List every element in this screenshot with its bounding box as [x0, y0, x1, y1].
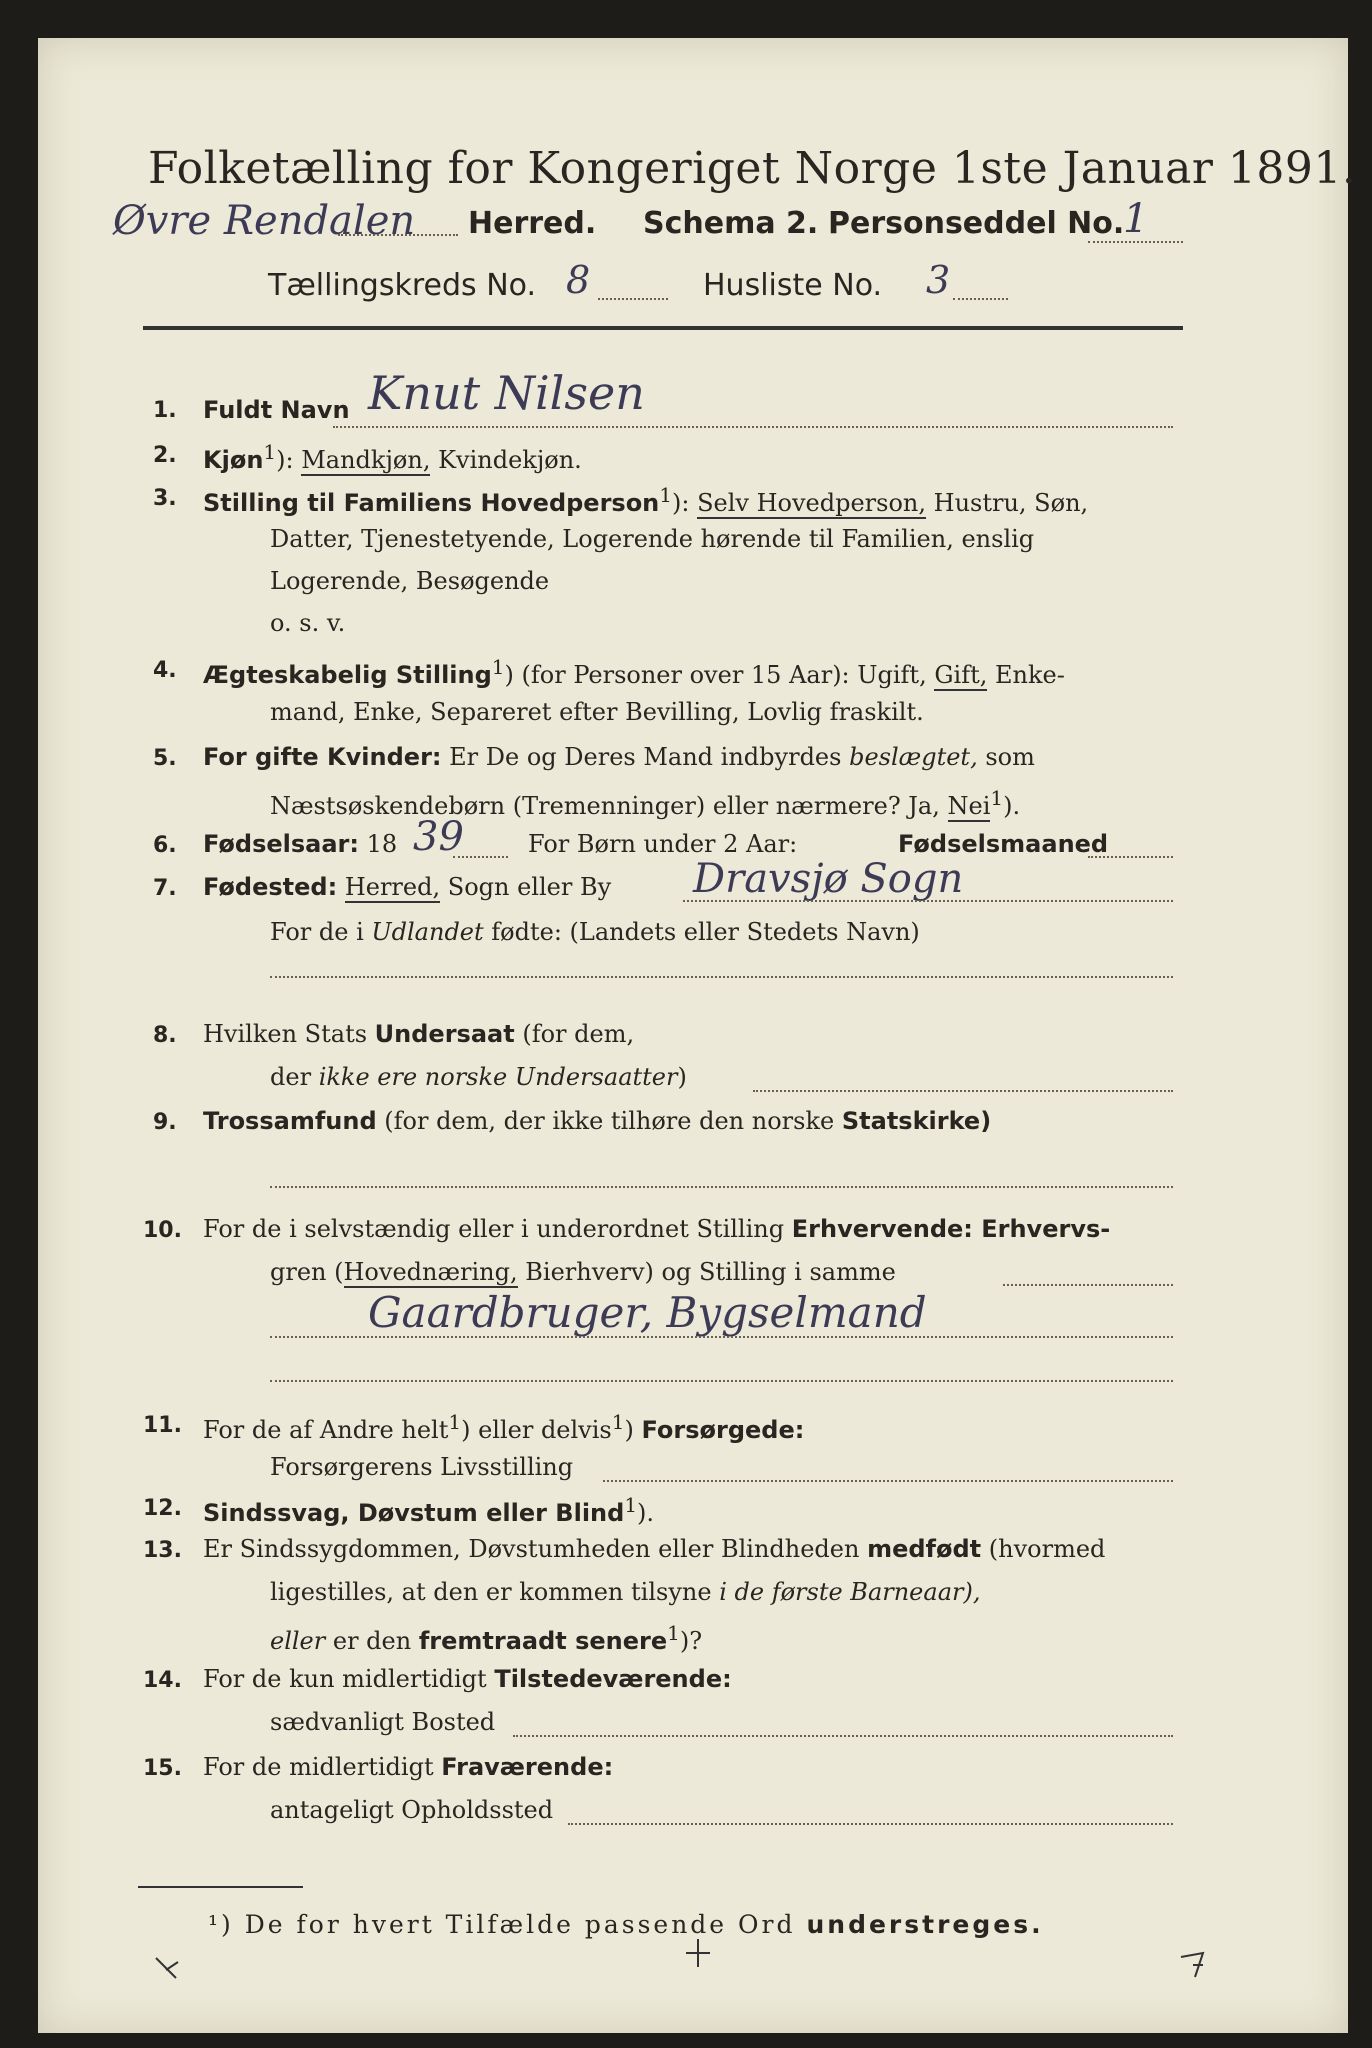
- q15-line2: antageligt Opholdssted: [270, 1796, 554, 1824]
- q6-dotline-year: [453, 856, 508, 858]
- q10-selected: Hovednæring,: [343, 1258, 518, 1286]
- q5-label: For gifte Kvinder:: [203, 743, 442, 771]
- herred-dotline: [338, 234, 458, 236]
- q10-dotline2: [270, 1336, 1173, 1338]
- q14-number: 14.: [143, 1668, 182, 1693]
- q3-selected: Selv Hovedperson,: [697, 489, 926, 517]
- q7-selected: Herred,: [344, 873, 441, 901]
- q4-number: 4.: [153, 658, 177, 683]
- q9-label: Trossamfund: [203, 1107, 377, 1135]
- schema-label: Schema 2.: [643, 206, 819, 241]
- q7-number: 7.: [153, 876, 177, 901]
- q10-handwritten-occupation: Gaardbruger, Bygselmand: [368, 1288, 927, 1337]
- q15-number: 15.: [143, 1756, 182, 1781]
- personseddel-label: Personseddel No.: [828, 206, 1125, 241]
- q1-number: 1.: [153, 398, 177, 423]
- q11-line1: For de af Andre helt$^1$) eller delvis$^1$) Forsørgede:: [203, 1410, 805, 1444]
- registration-mark-center: [678, 1933, 718, 1973]
- q12-line: Sindssvag, Døvstum eller Blind$^1$).: [203, 1493, 655, 1527]
- q6-text: For Børn under 2 Aar:: [528, 830, 798, 858]
- q8-line2: der ikke ere norske Undersaatter): [270, 1063, 687, 1091]
- q7-dotline: [683, 900, 1173, 902]
- personseddel-handwritten: 1: [1123, 196, 1149, 242]
- q7-label: Fødested:: [203, 873, 338, 901]
- q3-number: 3.: [153, 486, 177, 511]
- q5-number: 5.: [153, 746, 177, 771]
- q2-sup: 1: [263, 440, 277, 464]
- q15-line1: For de midlertidigt Fraværende:: [203, 1753, 614, 1781]
- header-rule: [143, 326, 1183, 330]
- husliste-dotline: [953, 298, 1008, 300]
- q6-label: Fødselsaar:: [203, 830, 359, 858]
- q10-dotline3: [270, 1380, 1173, 1382]
- q11-number: 11.: [143, 1413, 182, 1438]
- q9-line1: Trossamfund (for dem, der ikke tilhøre den norske Statskirke): [203, 1107, 992, 1135]
- krets-handwritten: 8: [566, 258, 591, 302]
- census-form-page: [38, 38, 1357, 2033]
- q6-handwritten-year: 39: [413, 814, 464, 860]
- q3-line2: Datter, Tjenestetyende, Logerende hørende til Familien, enslig: [270, 525, 1035, 553]
- krets-label: Tællingskreds No.: [268, 268, 536, 303]
- herred-label: Herred.: [468, 206, 597, 241]
- q4-label: Ægteskabelig Stilling: [203, 661, 492, 689]
- q8-line1: Hvilken Stats Undersaat (for dem,: [203, 1020, 635, 1048]
- q9-number: 9.: [153, 1110, 177, 1135]
- q7-line1: Fødested: Herred, Sogn eller By: [203, 873, 612, 901]
- husliste-handwritten: 3: [926, 258, 951, 302]
- q4-selected: Gift,: [934, 661, 988, 689]
- q6-dotline-month: [1088, 856, 1173, 858]
- q3-line1: Stilling til Familiens Hovedperson$^1$): Selv Hovedperson, Hustru, Søn,: [203, 483, 1089, 517]
- q2-kvindekjon: Kvindekjøn.: [438, 446, 582, 474]
- form-title: Folketælling for Kongeriget Norge 1ste Januar 1891.: [148, 143, 1357, 194]
- herred-handwritten: Øvre Rendalen: [113, 198, 416, 244]
- q13-line2: ligestilles, at den er kommen tilsyne i de første Barneaar),: [270, 1578, 981, 1606]
- q14-line1: For de kun midlertidigt Tilstedeværende:: [203, 1665, 732, 1693]
- q3-rest: Hustru, Søn,: [933, 489, 1089, 517]
- q1-handwritten-name: Knut Nilsen: [368, 366, 645, 420]
- q3-line4: o. s. v.: [270, 609, 346, 637]
- personseddel-dotline: [1088, 241, 1183, 243]
- q4-line2: mand, Enke, Separeret efter Bevilling, Lovlig fraskilt.: [270, 698, 924, 726]
- q14-line2: sædvanligt Bosted: [270, 1708, 496, 1736]
- q5-selected: Nei: [947, 792, 991, 820]
- q11-dotline: [603, 1480, 1173, 1482]
- q14-dotline: [513, 1735, 1173, 1737]
- q2-selected-mandkjon: Mandkjøn,: [301, 446, 431, 474]
- registration-mark-left: [148, 1948, 188, 1988]
- q5-line2: Næstsøskendebørn (Tremenninger) eller nærmere? Ja, Nei$^1$).: [270, 786, 1021, 820]
- q1-label: Fuldt Navn: [203, 396, 350, 424]
- q10-line1: For de i selvstændig eller i underordnet Stilling Erhvervende: Erhvervs-: [203, 1215, 1111, 1243]
- q2-number: 2.: [153, 443, 177, 468]
- q13-line3: eller er den fremtraadt senere$^1$)?: [270, 1621, 703, 1655]
- q6-line: Fødselsaar: 18: [203, 830, 398, 858]
- q8-dotline: [753, 1090, 1173, 1092]
- q13-line1: Er Sindssygdommen, Døvstumheden eller Blindheden medfødt (hvormed: [203, 1535, 1106, 1563]
- q6-label2: Fødselsmaaned: [898, 830, 1109, 858]
- q11-line2: Forsørgerens Livsstilling: [270, 1453, 574, 1481]
- q6-number: 6.: [153, 833, 177, 858]
- footnote: ¹) De for hvert Tilfælde passende Ord understreges.: [208, 1910, 1044, 1939]
- q10-number: 10.: [143, 1218, 182, 1243]
- q10-line2: gren (Hovednæring, Bierhverv) og Stilling i samme: [270, 1258, 896, 1286]
- q9-dotline: [270, 1186, 1173, 1188]
- q10-dotline1: [1003, 1284, 1173, 1286]
- q13-number: 13.: [143, 1538, 182, 1563]
- q7-handwritten-place: Dravsjø Sogn: [693, 856, 964, 902]
- krets-dotline: [598, 298, 668, 300]
- q15-dotline: [568, 1823, 1173, 1825]
- q2-text: Kjøn$^1$): Mandkjøn, Kvindekjøn.: [203, 440, 582, 474]
- husliste-label: Husliste No.: [703, 268, 883, 303]
- q7-dotline2: [270, 976, 1173, 978]
- q2-label: Kjøn: [203, 446, 264, 474]
- q4-line1: Ægteskabelig Stilling$^1$) (for Personer over 15 Aar): Ugift, Gift, Enke-: [203, 655, 1065, 689]
- q12-number: 12.: [143, 1496, 182, 1521]
- q1-dotline: [333, 426, 1173, 428]
- q5-line1: For gifte Kvinder: Er De og Deres Mand indbyrdes beslægtet, som: [203, 743, 1035, 771]
- registration-mark-right: [1173, 1943, 1213, 1983]
- q3-label: Stilling til Familiens Hovedperson: [203, 489, 660, 517]
- footnote-rule: [138, 1886, 303, 1888]
- q3-line3: Logerende, Besøgende: [270, 567, 550, 595]
- q7-line2: For de i Udlandet fødte: (Landets eller Stedets Navn): [270, 918, 920, 946]
- q8-number: 8.: [153, 1023, 177, 1048]
